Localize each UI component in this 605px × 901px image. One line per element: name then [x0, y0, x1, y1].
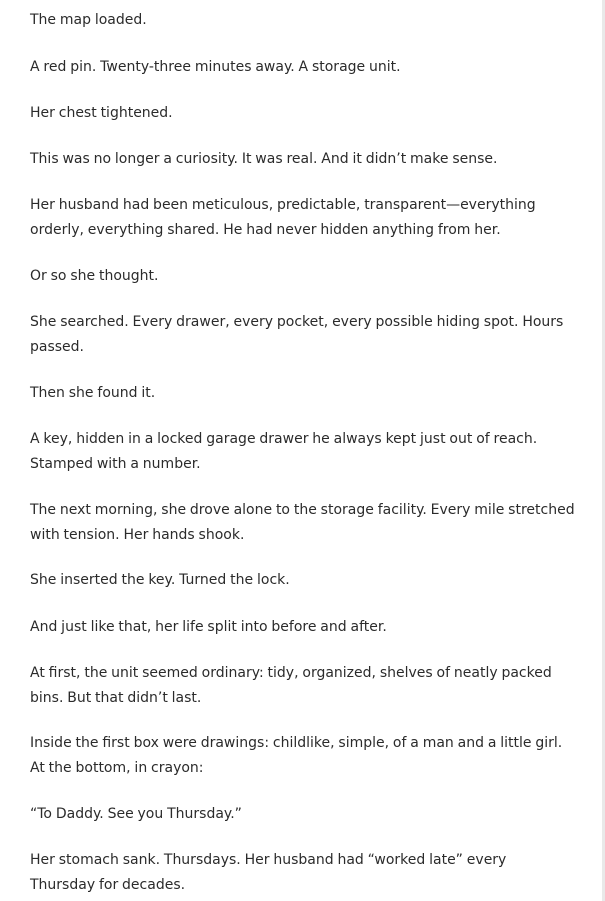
- paragraph: The map loaded.: [30, 12, 147, 28]
- paragraph: Or so she thought.: [30, 268, 159, 284]
- paragraph: The next morning, she drove alone to the storage facility. Every mile stretched with tension. Her hands shook.: [30, 502, 575, 543]
- paragraph: Then she found it.: [30, 385, 156, 401]
- paragraph: And just like that, her life split into before and after.: [30, 619, 387, 635]
- paragraph: This was no longer a curiosity. It was real. And it didn’t make sense.: [30, 151, 498, 167]
- paragraph: She searched. Every drawer, every pocket, every possible hiding spot. Hours passed.: [30, 314, 564, 355]
- paragraph: At first, the unit seemed ordinary: tidy, organized, shelves of neatly packed bins. But that didn’t last.: [30, 665, 552, 706]
- quoted-note: “To Daddy. See you Thursday.”: [30, 806, 242, 822]
- paragraph: She inserted the key. Turned the lock.: [30, 572, 290, 588]
- paragraph: Inside the first box were drawings: childlike, simple, of a man and a little girl. At the bottom, in crayon:: [30, 735, 563, 776]
- paragraph: Her chest tightened.: [30, 105, 173, 121]
- paragraph: A key, hidden in a locked garage drawer he always kept just out of reach. Stamped with a number.: [30, 431, 538, 472]
- paragraph: Her stomach sank. Thursdays. Her husband had “worked late” every Thursday for decades.: [30, 852, 507, 893]
- paragraph: A red pin. Twenty-three minutes away. A storage unit.: [30, 59, 401, 75]
- paragraph: Her husband had been meticulous, predictable, transparent—everything orderly, everything shared. He had never hidden anything from her.: [30, 197, 536, 238]
